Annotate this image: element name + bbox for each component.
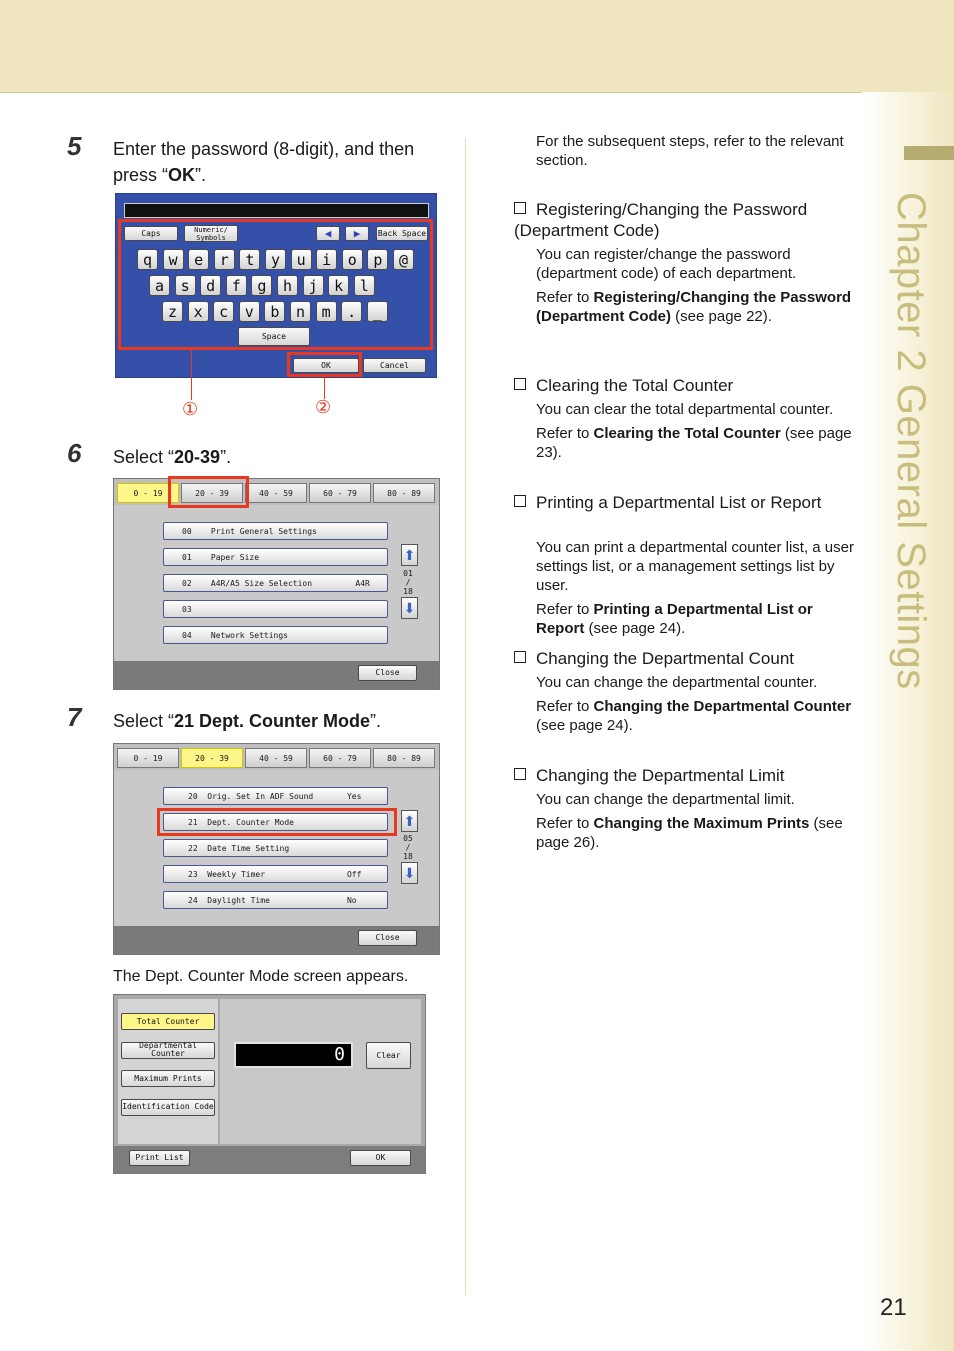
- tab-range[interactable]: 80 - 89: [373, 483, 435, 503]
- step-6-number: 6: [67, 438, 82, 468]
- counter-screen-caption: The Dept. Counter Mode screen appears.: [113, 968, 409, 985]
- key-button[interactable]: a: [149, 275, 170, 296]
- step-5-text-pre: Enter the password (8-digit), and then press “: [113, 139, 415, 185]
- key-button[interactable]: t: [239, 249, 260, 270]
- checkbox-icon: [514, 495, 526, 507]
- section-heading-text: Changing the Departmental Limit: [536, 766, 785, 785]
- section-heading-text: Registering/Changing the Password (Department Code): [514, 200, 808, 240]
- key-button[interactable]: c: [213, 301, 234, 322]
- intro-text: For the subsequent steps, refer to the relevant section.: [536, 133, 844, 169]
- key-button[interactable]: r: [214, 249, 235, 270]
- key-button[interactable]: y: [265, 249, 286, 270]
- step-6-text: [113, 444, 231, 470]
- key-button[interactable]: x: [188, 301, 209, 322]
- section-heading-text: Changing the Departmental Count: [536, 649, 794, 668]
- section-reference: [536, 288, 861, 326]
- tab-range[interactable]: 0 - 19: [117, 483, 179, 503]
- numeric-symbols-button[interactable]: Numeric/ Symbols: [184, 225, 238, 242]
- keyboard-highlight: [118, 219, 433, 350]
- password-display: [124, 203, 429, 218]
- step-7-text-bold: 21 Dept. Counter Mode: [174, 711, 371, 731]
- ok-button[interactable]: OK: [293, 358, 359, 373]
- setting-item[interactable]: 00 Print General Settings: [163, 522, 388, 540]
- step-6-text-bold: 20-39: [174, 447, 221, 467]
- reference-text: (see page 24).: [584, 620, 686, 637]
- section-heading-text: Printing a Departmental List or Report: [536, 493, 822, 512]
- section-body: [536, 538, 861, 643]
- key-button[interactable]: n: [290, 301, 311, 322]
- setting-item[interactable]: 03: [163, 600, 388, 618]
- ok-highlight: [287, 352, 362, 377]
- reference-title-link[interactable]: Changing the Departmental Counter: [593, 698, 852, 715]
- column-divider: [465, 138, 466, 1296]
- close-button[interactable]: Close: [358, 665, 417, 681]
- key-button[interactable]: @: [393, 249, 414, 270]
- section-reference: [536, 697, 861, 735]
- tab-range[interactable]: 80 - 89: [373, 748, 435, 768]
- setting-item[interactable]: 01 Paper Size: [163, 548, 388, 566]
- step-7-text-post: ”.: [370, 711, 382, 731]
- setting-item[interactable]: 04 Network Settings: [163, 626, 388, 644]
- checkbox-icon: [514, 768, 526, 780]
- checkbox-icon: [514, 378, 526, 390]
- tab-bar: [114, 744, 439, 770]
- tab-20-39-highlight: [168, 476, 249, 508]
- section-reference: [536, 424, 861, 462]
- key-button[interactable]: b: [264, 301, 285, 322]
- tab-range[interactable]: 60 - 79: [309, 483, 371, 503]
- step-5-text-bold: OK: [168, 165, 196, 185]
- key-button[interactable]: w: [163, 249, 184, 270]
- key-button[interactable]: e: [188, 249, 209, 270]
- reference-text: (see page 22).: [671, 308, 772, 325]
- setting-item[interactable]: 02 A4R/A5 Size Selection A4R: [163, 574, 388, 592]
- section-description: You can change the departmental counter.: [536, 674, 818, 691]
- step-5-number: 5: [67, 131, 82, 161]
- backspace-button[interactable]: Back Space: [376, 226, 428, 241]
- dept-counter-screen: [113, 994, 426, 1174]
- section-heading: [514, 375, 844, 396]
- key-button[interactable]: g: [251, 275, 272, 296]
- callout-2-leader: [324, 377, 325, 399]
- reference-text: (see page 24).: [536, 717, 633, 734]
- close-button[interactable]: Close: [358, 930, 417, 946]
- counter-menu-item[interactable]: Identification Code: [121, 1099, 215, 1116]
- reference-title-link[interactable]: Changing the Maximum Prints: [593, 815, 810, 832]
- callout-2: ②: [315, 397, 332, 417]
- section-reference: [536, 600, 861, 638]
- tab-bar: [114, 479, 439, 505]
- step-5-text: [113, 136, 443, 188]
- section-heading: [514, 492, 844, 513]
- clear-button[interactable]: Clear: [366, 1042, 411, 1069]
- step-7-text: [113, 708, 381, 734]
- checkbox-icon: [514, 651, 526, 663]
- checkbox-icon: [514, 202, 526, 214]
- page-current: 05: [403, 834, 413, 843]
- section-description: You can clear the total departmental counter.: [536, 401, 834, 418]
- section-body: [536, 673, 861, 740]
- reference-title-link[interactable]: Clearing the Total Counter: [593, 425, 781, 442]
- tab-range[interactable]: 20 - 39: [181, 483, 243, 503]
- reference-title-link[interactable]: Printing a Departmental List or Report: [536, 601, 813, 637]
- settings-screen-step-6: [113, 478, 440, 690]
- print-list-button[interactable]: Print List: [129, 1150, 190, 1166]
- scroll-up-button[interactable]: [401, 544, 418, 566]
- space-button[interactable]: Space: [238, 327, 310, 346]
- section-body: [536, 790, 861, 857]
- setting-item[interactable]: 20 Orig. Set In ADF Sound Yes: [163, 787, 388, 805]
- step-5-text-post: ”.: [195, 165, 207, 185]
- counter-display: 0: [234, 1042, 353, 1068]
- page-total: 18: [403, 587, 413, 596]
- step-7-text-pre: Select “: [113, 711, 175, 731]
- setting-item[interactable]: 23 Weekly Timer Off: [163, 865, 388, 883]
- tab-range[interactable]: 40 - 59: [245, 748, 307, 768]
- step-6-text-post: ”.: [220, 447, 232, 467]
- key-button[interactable]: d: [200, 275, 221, 296]
- arrow-down-icon: ⬇: [403, 864, 416, 881]
- page-number: 21: [880, 1294, 907, 1321]
- key-button[interactable]: l: [354, 275, 375, 296]
- scroll-down-button[interactable]: [401, 597, 418, 619]
- section-description: You can change the departmental limit.: [536, 791, 795, 808]
- step-7-number: 7: [67, 702, 82, 732]
- section-heading: [514, 765, 844, 786]
- arrow-up-icon: ⬆: [403, 812, 416, 829]
- reference-text: Refer to: [536, 815, 594, 832]
- section-heading: [514, 199, 844, 241]
- key-button[interactable]: f: [226, 275, 247, 296]
- arrow-up-icon: ⬆: [403, 546, 416, 563]
- reference-text: (see page 26).: [536, 815, 843, 851]
- page-separator: /: [405, 578, 411, 587]
- page-total: 18: [403, 852, 413, 861]
- caps-button[interactable]: Caps: [124, 226, 178, 241]
- step-6-text-pre: Select “: [113, 447, 175, 467]
- key-button[interactable]: j: [303, 275, 324, 296]
- key-button[interactable]: .: [341, 301, 362, 322]
- arrow-right-icon: ▶: [353, 226, 361, 240]
- reference-text: Refer to: [536, 698, 594, 715]
- key-button[interactable]: p: [367, 249, 388, 270]
- chapter-label: Chapter 2 General Settings: [889, 192, 933, 690]
- cancel-button[interactable]: Cancel: [363, 358, 426, 373]
- section-body: [536, 245, 861, 331]
- page-indicator: [400, 834, 416, 861]
- page-indicator: [400, 569, 416, 596]
- key-button[interactable]: o: [342, 249, 363, 270]
- scroll-up-button[interactable]: [401, 810, 418, 832]
- section-heading: [514, 648, 844, 669]
- counter-value-panel: [220, 999, 421, 1144]
- key-button[interactable]: s: [175, 275, 196, 296]
- section-description: You can print a departmental counter list, a user settings list, or a management settings list by user.: [536, 539, 854, 594]
- settings-screen-step-7: [113, 743, 440, 955]
- header-band: [0, 0, 954, 93]
- counter-menu-item[interactable]: Departmental Counter: [121, 1042, 215, 1059]
- setting-item[interactable]: 22 Date Time Setting: [163, 839, 388, 857]
- section-body: [536, 400, 861, 467]
- key-button[interactable]: h: [277, 275, 298, 296]
- section-heading-text: Clearing the Total Counter: [536, 376, 734, 395]
- section-reference: [536, 814, 861, 852]
- arrow-down-icon: ⬇: [403, 599, 416, 616]
- key-button[interactable]: v: [239, 301, 260, 322]
- key-button[interactable]: q: [137, 249, 158, 270]
- section-description: You can register/change the password (department code) of each department.: [536, 246, 797, 282]
- key-button[interactable]: u: [291, 249, 312, 270]
- tab-range[interactable]: 60 - 79: [309, 748, 371, 768]
- callout-1-leader: [191, 350, 192, 400]
- callout-1: ①: [182, 399, 199, 419]
- setting-item[interactable]: 21 Dept. Counter Mode: [163, 813, 388, 831]
- reference-text: Refer to: [536, 289, 594, 306]
- setting-item[interactable]: 24 Daylight Time No: [163, 891, 388, 909]
- page-current: 01: [403, 569, 413, 578]
- tab-range[interactable]: 40 - 59: [245, 483, 307, 503]
- key-button[interactable]: z: [162, 301, 183, 322]
- reference-title-link[interactable]: Registering/Changing the Password (Department Code): [536, 289, 852, 325]
- key-button[interactable]: m: [316, 301, 337, 322]
- counter-menu-item[interactable]: Maximum Prints: [121, 1070, 215, 1087]
- reference-text: Refer to: [536, 601, 594, 618]
- key-button[interactable]: _: [367, 301, 388, 322]
- tab-range[interactable]: 20 - 39: [181, 748, 243, 768]
- key-button[interactable]: i: [316, 249, 337, 270]
- scroll-down-button[interactable]: [401, 862, 418, 884]
- arrow-left-icon: ◀: [324, 226, 332, 240]
- counter-menu-item[interactable]: Total Counter: [121, 1013, 215, 1030]
- tab-range[interactable]: 0 - 19: [117, 748, 179, 768]
- reference-text: (see page 23).: [536, 425, 852, 461]
- chapter-marker: [904, 146, 954, 160]
- key-button[interactable]: k: [328, 275, 349, 296]
- page-separator: /: [405, 843, 411, 852]
- reference-text: Refer to: [536, 425, 594, 442]
- counter-ok-button[interactable]: OK: [350, 1150, 411, 1166]
- dept-counter-mode-highlight: [157, 808, 397, 836]
